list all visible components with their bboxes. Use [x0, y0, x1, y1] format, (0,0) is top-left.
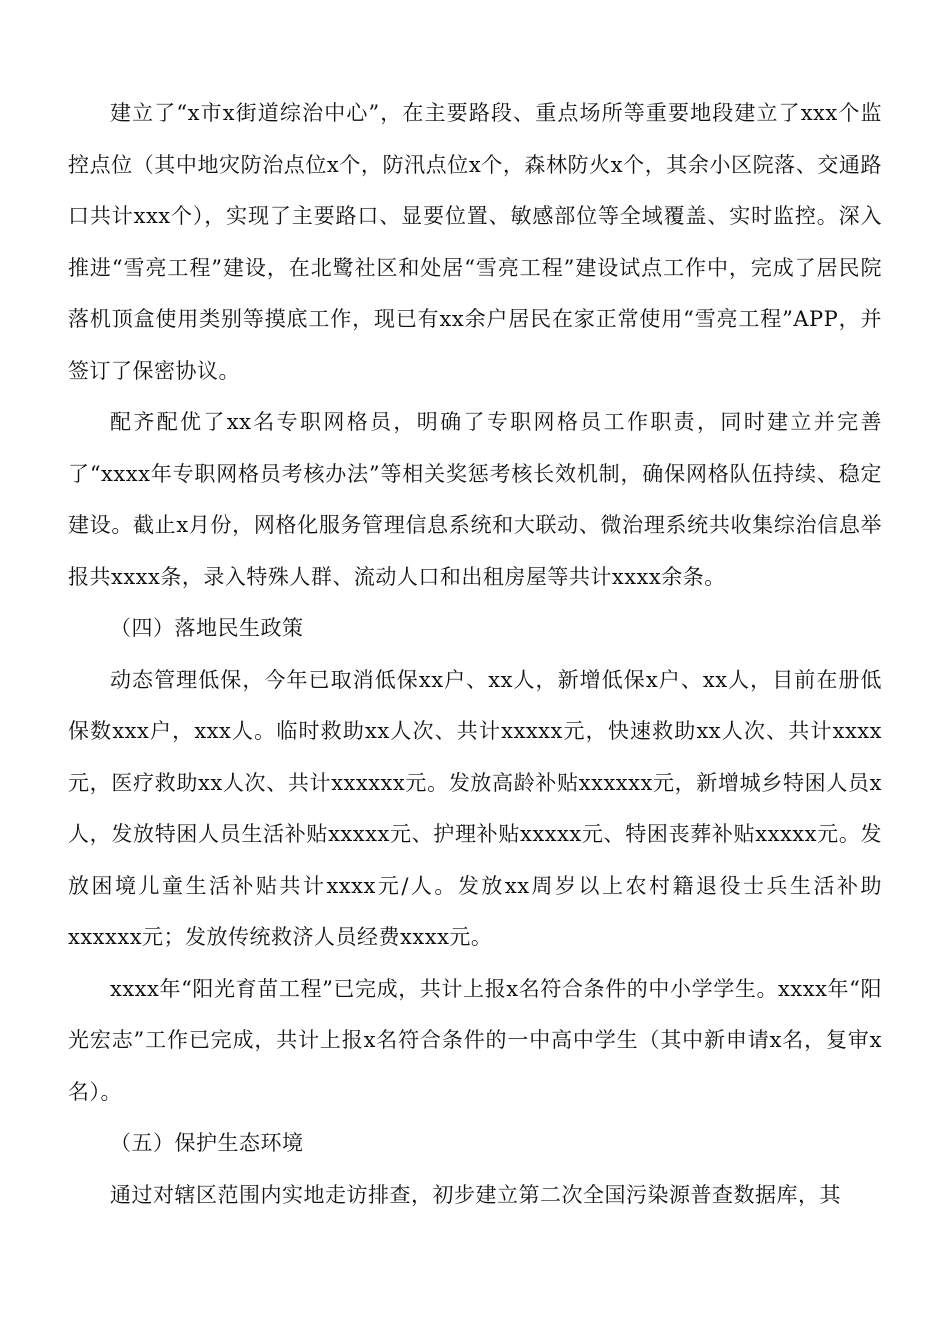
- paragraph-grid-staff: 配齐配优了xx名专职网格员，明确了专职网格员工作职责，同时建立并完善了“xxxx年专职网格员考核办法”等相关奖惩考核长效机制，确保网格队伍持续、稳定建设。截止x月份，网格化服务管理信息系统和大联动、微治理系统共收集综治信息举报共xxxx条，录入特殊人群、流动人口和出租房屋等共计xxxx余条。: [68, 410, 882, 589]
- paragraph-student-aid: xxxx年“阳光育苗工程”已完成，共计上报x名符合条件的中小学学生。xxxx年“阳光宏志”工作已完成，共计上报x名符合条件的一中高中学生（其中新申请x名，复审x名）。: [68, 976, 882, 1104]
- paragraph-surveillance: 建立了“x市x街道综治中心”，在主要路段、重点场所等重要地段建立了xxx个监控点位（其中地灾防治点位x个，防汛点位x个，森林防火x个，其余小区院落、交通路口共计xxx个），实现了主要路口、显要位置、敏感部位等全域覆盖、实时监控。深入推进“雪亮工程”建设，在北鹭社区和处居“雪亮工程”建设试点工作中，完成了居民院落机顶盒使用类别等摸底工作，现已有xx余户居民在家正常使用“雪亮工程”APP，并签订了保密协议。: [68, 101, 882, 383]
- paragraph-pollution-survey: 通过对辖区范围内实地走访排查，初步建立第二次全国污染源普查数据库，其: [110, 1182, 841, 1207]
- paragraph-subsistence-allowance: 动态管理低保，今年已取消低保xx户、xx人，新增低保x户、xx人，目前在册低保数xxx户，xxx人。临时救助xx人次、共计xxxxx元，快速救助xx人次、共计xxxx元，医疗救助xx人次、共计xxxxxx元。发放高龄补贴xxxxxx元，新增城乡特困人员x人，发放特困人员生活补贴xxxxx元、护理补贴xxxxx元、特困丧葬补贴xxxxx元。发放困境儿童生活补贴共计xxxx元/人。发放xx周岁以上农村籍退役士兵生活补助xxxxxx元；发放传统救济人员经费xxxx元。: [68, 667, 882, 949]
- document-page: [68, 88, 882, 1221]
- section-heading-livelihood: （四）落地民生政策: [110, 616, 304, 640]
- section-heading-ecology: （五）保护生态环境: [110, 1131, 304, 1155]
